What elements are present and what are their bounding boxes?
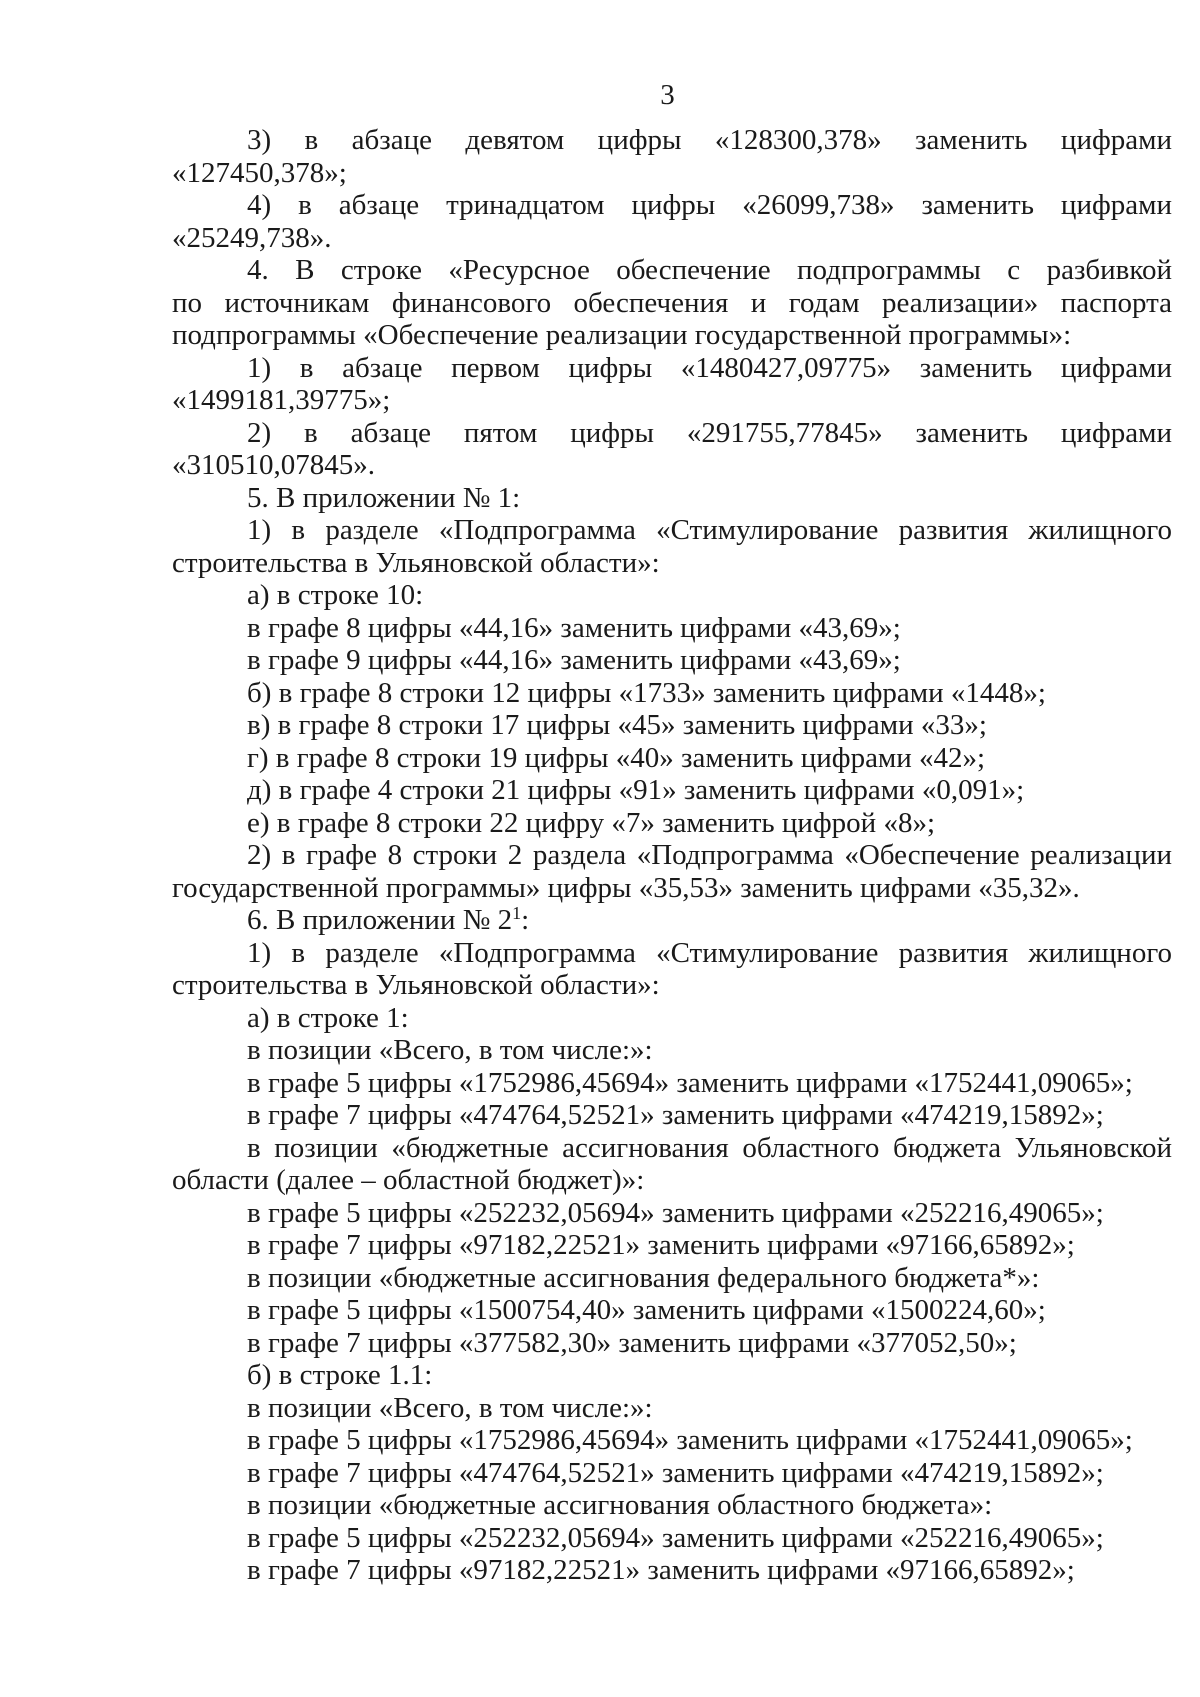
text-line-content: строительства в Ульяновской области»: bbox=[172, 546, 660, 579]
text-line-content: «25249,738». bbox=[172, 221, 332, 254]
text-line bbox=[172, 514, 1172, 547]
text-line bbox=[172, 1262, 1172, 1295]
text-line bbox=[172, 1359, 1172, 1392]
text-line-content: в графе 7 цифры «474764,52521» заменить цифрами «474219,15892»; bbox=[247, 1456, 1104, 1489]
text-line-content: в) в графе 8 строки 17 цифры «45» заменить цифрами «33»; bbox=[247, 709, 987, 741]
text-line bbox=[172, 352, 1172, 385]
text-line bbox=[172, 287, 1172, 320]
text-line-content: в графе 5 цифры «1752986,45694» заменить цифрами «1752441,09065»; bbox=[247, 1066, 1133, 1099]
text-line bbox=[172, 1294, 1172, 1327]
text-line-content: по источникам финансового обеспечения и годам реализации» паспорта bbox=[172, 286, 1172, 319]
text-line-content: подпрограммы «Обеспечение реализации государственной программы»: bbox=[172, 319, 1072, 351]
text-line-content: 2) в графе 8 строки 2 раздела «Подпрограмма «Обеспечение реализации bbox=[247, 839, 1172, 871]
text-line bbox=[172, 872, 1172, 905]
document-body bbox=[172, 124, 1172, 1587]
text-line bbox=[172, 547, 1172, 580]
text-line-content: в графе 5 цифры «252232,05694» заменить цифрами «252216,49065»; bbox=[247, 1196, 1104, 1229]
text-line-content: 1) в абзаце первом цифры «1480427,09775» заменить цифрами bbox=[247, 351, 1172, 384]
text-line-content: в позиции «Всего, в том числе:»: bbox=[247, 1034, 653, 1066]
text-line-content: в графе 5 цифры «1500754,40» заменить цифрами «1500224,60»; bbox=[247, 1294, 1046, 1326]
text-line-content: 4. В строке «Ресурсное обеспечение подпрограммы с разбивкой bbox=[247, 254, 1172, 286]
superscript: 1 bbox=[512, 903, 522, 923]
text-line-suffix: : bbox=[521, 904, 530, 936]
text-line-content: в позиции «бюджетные ассигнования областного бюджета Ульяновской bbox=[247, 1131, 1172, 1164]
text-line bbox=[172, 1424, 1172, 1457]
text-line-content: в графе 8 цифры «44,16» заменить цифрами «43,69»; bbox=[247, 611, 901, 644]
text-line-content: в позиции «Всего, в том числе:»: bbox=[247, 1391, 653, 1424]
text-line bbox=[172, 1327, 1172, 1360]
page-number: 3 bbox=[660, 79, 675, 111]
text-line-content: е) в графе 8 строки 22 цифру «7» заменить цифрой «8»; bbox=[247, 806, 935, 839]
text-line-content: а) в строке 10: bbox=[247, 579, 424, 611]
text-line-content: в позиции «бюджетные ассигнования областного бюджета»: bbox=[247, 1489, 993, 1521]
text-line bbox=[172, 1099, 1172, 1132]
text-line bbox=[172, 222, 1172, 255]
text-line-content: «1499181,39775»; bbox=[172, 384, 391, 416]
text-line bbox=[172, 742, 1172, 775]
text-line bbox=[172, 482, 1172, 515]
text-line bbox=[172, 839, 1172, 872]
text-line-content: в позиции «бюджетные ассигнования федерального бюджета*»: bbox=[247, 1261, 1040, 1294]
text-line-content: 4) в абзаце тринадцатом цифры «26099,738» заменить цифрами bbox=[247, 189, 1172, 221]
text-line bbox=[172, 774, 1172, 807]
text-line-content: а) в строке 1: bbox=[247, 1001, 409, 1034]
text-line bbox=[172, 157, 1172, 190]
text-line-content: «127450,378»; bbox=[172, 156, 347, 189]
text-line-content: 2) в абзаце пятом цифры «291755,77845» заменить цифрами bbox=[247, 416, 1172, 449]
text-line-content: государственной программы» цифры «35,53» заменить цифрами «35,32». bbox=[172, 871, 1080, 904]
text-line bbox=[172, 384, 1172, 417]
text-line bbox=[172, 1229, 1172, 1262]
text-line-content: б) в графе 8 строки 12 цифры «1733» заменить цифрами «1448»; bbox=[247, 676, 1046, 709]
text-line bbox=[172, 1164, 1172, 1197]
text-line-content: 6. В приложении № 2 bbox=[247, 904, 513, 936]
text-line-content: в графе 7 цифры «377582,30» заменить цифрами «377052,50»; bbox=[247, 1326, 1017, 1359]
text-line-content: строительства в Ульяновской области»: bbox=[172, 969, 660, 1001]
text-line-content: в графе 5 цифры «1752986,45694» заменить цифрами «1752441,09065»; bbox=[247, 1424, 1133, 1456]
text-line bbox=[172, 319, 1172, 352]
text-line bbox=[172, 1132, 1172, 1165]
text-line bbox=[172, 449, 1172, 482]
text-line bbox=[172, 969, 1172, 1002]
text-line-content: б) в строке 1.1: bbox=[247, 1359, 433, 1391]
text-line-content: в графе 7 цифры «474764,52521» заменить цифрами «474219,15892»; bbox=[247, 1099, 1104, 1131]
text-line bbox=[172, 1522, 1172, 1555]
text-line bbox=[172, 937, 1172, 970]
text-line bbox=[172, 1554, 1172, 1587]
text-line bbox=[172, 612, 1172, 645]
text-line-content: г) в графе 8 строки 19 цифры «40» заменить цифрами «42»; bbox=[247, 741, 986, 774]
text-line-content: 1) в разделе «Подпрограмма «Стимулирование развития жилищного bbox=[247, 936, 1172, 969]
text-line-content: в графе 7 цифры «97182,22521» заменить цифрами «97166,65892»; bbox=[247, 1229, 1075, 1261]
text-line-content: 3) в абзаце девятом цифры «128300,378» заменить цифрами bbox=[247, 124, 1172, 156]
text-line bbox=[172, 1034, 1172, 1067]
text-line bbox=[172, 1067, 1172, 1100]
text-line bbox=[172, 417, 1172, 450]
text-line bbox=[172, 904, 1172, 937]
text-line bbox=[172, 254, 1172, 287]
text-line bbox=[172, 1489, 1172, 1522]
text-line bbox=[172, 1457, 1172, 1490]
text-line bbox=[172, 807, 1172, 840]
text-line bbox=[172, 579, 1172, 612]
text-line-content: области (далее – областной бюджет)»: bbox=[172, 1164, 645, 1196]
text-line bbox=[172, 124, 1172, 157]
text-line bbox=[172, 677, 1172, 710]
text-line bbox=[172, 644, 1172, 677]
text-line-content: д) в графе 4 строки 21 цифры «91» заменить цифрами «0,091»; bbox=[247, 774, 1025, 806]
text-line-content: 1) в разделе «Подпрограмма «Стимулирование развития жилищного bbox=[247, 514, 1172, 546]
text-line-content: 5. В приложении № 1: bbox=[247, 481, 521, 514]
text-line bbox=[172, 709, 1172, 742]
text-line-content: «310510,07845». bbox=[172, 449, 375, 481]
text-line-content: в графе 7 цифры «97182,22521» заменить цифрами «97166,65892»; bbox=[247, 1554, 1075, 1586]
text-line-content: в графе 5 цифры «252232,05694» заменить цифрами «252216,49065»; bbox=[247, 1521, 1104, 1554]
text-line bbox=[172, 1197, 1172, 1230]
text-line-content: в графе 9 цифры «44,16» заменить цифрами «43,69»; bbox=[247, 644, 901, 676]
text-line bbox=[172, 1002, 1172, 1035]
text-line bbox=[172, 1392, 1172, 1425]
text-line bbox=[172, 189, 1172, 222]
